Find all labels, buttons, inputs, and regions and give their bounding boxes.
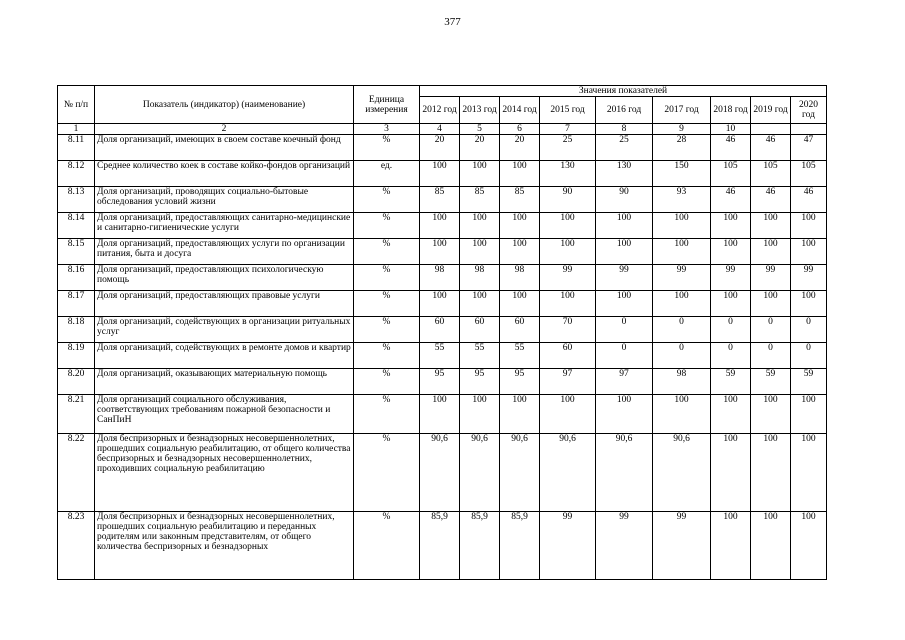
value-cell: 85,9 — [500, 512, 540, 580]
value-cell: 100 — [596, 395, 653, 434]
header-year: 2020 год — [791, 97, 827, 124]
value-cell: 90 — [596, 187, 653, 213]
value-cell: 100 — [751, 213, 791, 239]
unit-cell: % — [354, 512, 420, 580]
value-cell: 99 — [791, 265, 827, 291]
value-cell: 100 — [711, 434, 751, 512]
table-row — [58, 395, 827, 434]
value-cell: 100 — [751, 239, 791, 265]
value-cell: 100 — [460, 213, 500, 239]
unit-cell: % — [354, 317, 420, 343]
value-cell: 70 — [540, 317, 596, 343]
value-cell: 100 — [500, 213, 540, 239]
indicator-name: Доля организаций, предоставляющих санитарно-медицинские и санитарно-гигиенические услуги — [95, 213, 354, 239]
indicator-name: Среднее количество коек в составе койко-фондов организаций — [95, 161, 354, 187]
indicator-name: Доля организаций, оказывающих материальную помощь — [95, 369, 354, 395]
value-cell: 85 — [500, 187, 540, 213]
value-cell: 100 — [420, 239, 460, 265]
value-cell: 20 — [500, 135, 540, 161]
value-cell: 55 — [500, 343, 540, 369]
table-row — [58, 343, 827, 369]
value-cell: 85 — [460, 187, 500, 213]
value-cell: 59 — [751, 369, 791, 395]
value-cell: 100 — [540, 213, 596, 239]
table-row — [58, 265, 827, 291]
table-row — [58, 135, 827, 161]
column-number: 10 — [711, 124, 751, 135]
header-indicator: Показатель (индикатор) (наименование) — [95, 86, 354, 124]
value-cell: 105 — [751, 161, 791, 187]
value-cell: 100 — [791, 395, 827, 434]
value-cell: 25 — [596, 135, 653, 161]
value-cell: 95 — [460, 369, 500, 395]
value-cell: 99 — [540, 512, 596, 580]
value-cell: 90,6 — [653, 434, 711, 512]
row-number: 8.14 — [58, 213, 95, 239]
unit-cell: % — [354, 213, 420, 239]
value-cell: 100 — [751, 434, 791, 512]
value-cell: 98 — [653, 369, 711, 395]
table-row — [58, 369, 827, 395]
unit-cell: % — [354, 265, 420, 291]
value-cell: 100 — [653, 395, 711, 434]
value-cell: 100 — [751, 512, 791, 580]
value-cell: 100 — [711, 239, 751, 265]
row-number: 8.12 — [58, 161, 95, 187]
unit-cell: % — [354, 187, 420, 213]
value-cell: 90,6 — [420, 434, 460, 512]
indicator-name: Доля организаций, проводящих социально-бытовые обследования условий жизни — [95, 187, 354, 213]
value-cell: 90,6 — [500, 434, 540, 512]
value-cell: 85,9 — [420, 512, 460, 580]
value-cell: 95 — [500, 369, 540, 395]
value-cell: 100 — [540, 395, 596, 434]
row-number: 8.11 — [58, 135, 95, 161]
value-cell: 100 — [653, 291, 711, 317]
value-cell: 60 — [540, 343, 596, 369]
indicator-name: Доля организаций, предоставляющих услуги по организации питания, быта и досуга — [95, 239, 354, 265]
value-cell: 97 — [540, 369, 596, 395]
page-number: 377 — [444, 16, 461, 28]
value-cell: 100 — [711, 395, 751, 434]
value-cell: 0 — [751, 317, 791, 343]
indicator-name: Доля беспризорных и безнадзорных несовершеннолетних, прошедших социальную реабилитацию и переданных родителям или законным представителям, от общего количества беспризорных и безнадзорных — [95, 512, 354, 580]
value-cell: 99 — [596, 512, 653, 580]
value-cell: 100 — [460, 395, 500, 434]
value-cell: 100 — [460, 239, 500, 265]
value-cell: 100 — [791, 213, 827, 239]
value-cell: 46 — [791, 187, 827, 213]
value-cell: 93 — [653, 187, 711, 213]
value-cell: 100 — [711, 213, 751, 239]
value-cell: 0 — [653, 317, 711, 343]
value-cell: 100 — [653, 239, 711, 265]
value-cell: 59 — [711, 369, 751, 395]
row-number: 8.22 — [58, 434, 95, 512]
value-cell: 46 — [751, 187, 791, 213]
value-cell: 98 — [420, 265, 460, 291]
value-cell: 99 — [653, 265, 711, 291]
row-number: 8.13 — [58, 187, 95, 213]
value-cell: 100 — [540, 291, 596, 317]
value-cell: 100 — [711, 512, 751, 580]
value-cell: 100 — [596, 239, 653, 265]
column-number: 8 — [596, 124, 653, 135]
value-cell: 99 — [711, 265, 751, 291]
value-cell: 85,9 — [460, 512, 500, 580]
table-row — [58, 187, 827, 213]
column-number: 4 — [420, 124, 460, 135]
header-year: 2015 год — [540, 97, 596, 124]
header-year: 2016 год — [596, 97, 653, 124]
value-cell: 0 — [711, 343, 751, 369]
unit-cell: ед. — [354, 161, 420, 187]
column-number: 5 — [460, 124, 500, 135]
row-number: 8.15 — [58, 239, 95, 265]
value-cell: 100 — [596, 213, 653, 239]
value-cell: 90,6 — [460, 434, 500, 512]
header-num: № п/п — [58, 86, 95, 124]
value-cell: 100 — [420, 291, 460, 317]
value-cell: 100 — [751, 395, 791, 434]
indicator-name: Доля организаций, содействующих в организации ритуальных услуг — [95, 317, 354, 343]
value-cell: 0 — [751, 343, 791, 369]
unit-cell: % — [354, 369, 420, 395]
column-number — [751, 124, 791, 135]
value-cell: 99 — [596, 265, 653, 291]
table-row — [58, 213, 827, 239]
unit-cell: % — [354, 239, 420, 265]
value-cell: 105 — [711, 161, 751, 187]
header-year: 2017 год — [653, 97, 711, 124]
value-cell: 105 — [791, 161, 827, 187]
value-cell: 99 — [751, 265, 791, 291]
value-cell: 55 — [460, 343, 500, 369]
value-cell: 46 — [751, 135, 791, 161]
value-cell: 100 — [500, 291, 540, 317]
column-number — [791, 124, 827, 135]
row-number: 8.20 — [58, 369, 95, 395]
indicator-name: Доля организаций, предоставляющих психологическую помощь — [95, 265, 354, 291]
value-cell: 90,6 — [540, 434, 596, 512]
table-row — [58, 239, 827, 265]
value-cell: 99 — [653, 512, 711, 580]
value-cell: 100 — [596, 291, 653, 317]
value-cell: 100 — [791, 512, 827, 580]
value-cell: 55 — [420, 343, 460, 369]
value-cell: 60 — [460, 317, 500, 343]
indicator-name: Доля организаций социального обслуживания, соответствующих требованиям пожарной безопасности и СанПиН — [95, 395, 354, 434]
table-row — [58, 291, 827, 317]
value-cell: 130 — [596, 161, 653, 187]
value-cell: 85 — [420, 187, 460, 213]
value-cell: 99 — [540, 265, 596, 291]
value-cell: 59 — [791, 369, 827, 395]
unit-cell: % — [354, 343, 420, 369]
value-cell: 100 — [791, 291, 827, 317]
unit-cell: % — [354, 291, 420, 317]
value-cell: 150 — [653, 161, 711, 187]
column-number: 9 — [653, 124, 711, 135]
column-number: 6 — [500, 124, 540, 135]
header-unit: Единица измерения — [354, 86, 420, 124]
header-values-group: Значения показателей — [420, 86, 827, 97]
value-cell: 60 — [500, 317, 540, 343]
value-cell: 100 — [711, 291, 751, 317]
indicator-name: Доля организаций, имеющих в своем составе коечный фонд — [95, 135, 354, 161]
row-number: 8.21 — [58, 395, 95, 434]
value-cell: 98 — [500, 265, 540, 291]
value-cell: 100 — [791, 239, 827, 265]
table-row — [58, 317, 827, 343]
column-number: 2 — [95, 124, 354, 135]
value-cell: 100 — [791, 434, 827, 512]
column-number: 1 — [58, 124, 95, 135]
value-cell: 46 — [711, 187, 751, 213]
value-cell: 0 — [791, 317, 827, 343]
column-number: 7 — [540, 124, 596, 135]
row-number: 8.16 — [58, 265, 95, 291]
value-cell: 0 — [653, 343, 711, 369]
value-cell: 90,6 — [596, 434, 653, 512]
header-year: 2014 год — [500, 97, 540, 124]
value-cell: 100 — [540, 239, 596, 265]
value-cell: 47 — [791, 135, 827, 161]
value-cell: 100 — [500, 239, 540, 265]
value-cell: 0 — [791, 343, 827, 369]
header-year: 2012 год — [420, 97, 460, 124]
table-body — [58, 135, 827, 580]
value-cell: 100 — [751, 291, 791, 317]
value-cell: 100 — [420, 161, 460, 187]
unit-cell: % — [354, 395, 420, 434]
row-number: 8.18 — [58, 317, 95, 343]
table-row — [58, 161, 827, 187]
column-number: 3 — [354, 124, 420, 135]
value-cell: 97 — [596, 369, 653, 395]
value-cell: 95 — [420, 369, 460, 395]
row-number: 8.17 — [58, 291, 95, 317]
unit-cell: % — [354, 434, 420, 512]
table-row — [58, 434, 827, 512]
table-row — [58, 512, 827, 580]
value-cell: 20 — [460, 135, 500, 161]
value-cell: 98 — [460, 265, 500, 291]
value-cell: 130 — [540, 161, 596, 187]
value-cell: 100 — [420, 213, 460, 239]
value-cell: 100 — [460, 161, 500, 187]
value-cell: 90 — [540, 187, 596, 213]
value-cell: 100 — [653, 213, 711, 239]
value-cell: 46 — [711, 135, 751, 161]
value-cell: 100 — [500, 395, 540, 434]
value-cell: 20 — [420, 135, 460, 161]
indicator-name: Доля организаций, предоставляющих правовые услуги — [95, 291, 354, 317]
row-number: 8.23 — [58, 512, 95, 580]
value-cell: 28 — [653, 135, 711, 161]
value-cell: 0 — [711, 317, 751, 343]
value-cell: 25 — [540, 135, 596, 161]
indicator-name: Доля организаций, содействующих в ремонте домов и квартир — [95, 343, 354, 369]
indicators-table — [57, 85, 827, 580]
header-year: 2018 год — [711, 97, 751, 124]
value-cell: 100 — [500, 161, 540, 187]
unit-cell: % — [354, 135, 420, 161]
value-cell: 60 — [420, 317, 460, 343]
row-number: 8.19 — [58, 343, 95, 369]
value-cell: 0 — [596, 317, 653, 343]
value-cell: 100 — [420, 395, 460, 434]
indicator-name: Доля беспризорных и безнадзорных несовершеннолетних, прошедших социальную реабилитацию, от общего количества беспризорных и безнадзорных несовершеннолетних, проходивших социальную реабилитацию — [95, 434, 354, 512]
header-year: 2019 год — [751, 97, 791, 124]
value-cell: 100 — [460, 291, 500, 317]
value-cell: 0 — [596, 343, 653, 369]
header-year: 2013 год — [460, 97, 500, 124]
